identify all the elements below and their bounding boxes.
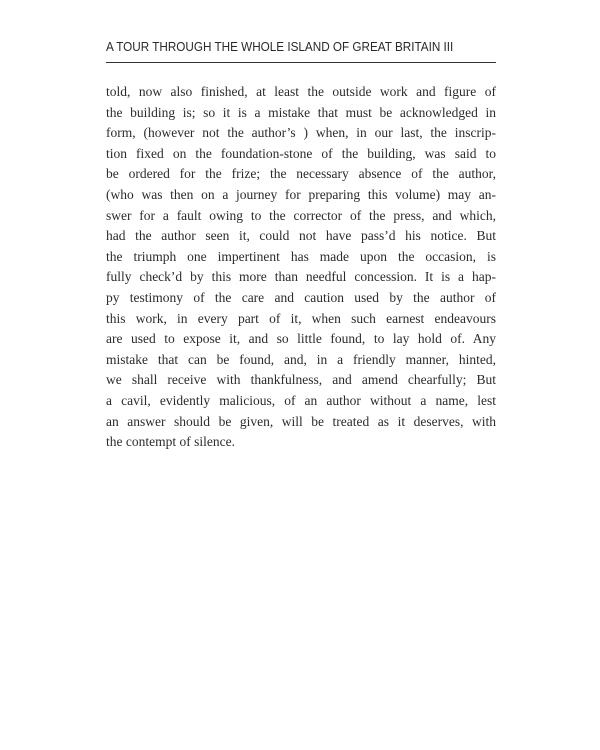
header-rule <box>106 62 496 63</box>
body-line: the building is; so it is a mistake that must be acknowledged in <box>106 104 496 120</box>
body-line: py testimony of the care and caution used by the author of <box>106 289 496 305</box>
body-line: are used to expose it, and so little found, to lay hold of. Any <box>106 331 496 347</box>
body-line: swer for a fault owing to the corrector of the press, and which, <box>106 207 496 223</box>
body-line: mistake that can be found, and, in a friendly manner, hinted, <box>106 351 496 367</box>
body-line: had the author seen it, could not have pass’d his notice. But <box>106 228 496 244</box>
body-line: the triumph one impertinent has made upon the occasion, is <box>106 248 496 264</box>
body-line: we shall receive with thankfulness, and amend chearfully; But <box>106 372 496 388</box>
body-line: fully check’d by this more than needful concession. It is a hap- <box>106 269 496 285</box>
body-line: this work, in every part of it, when such earnest endeavours <box>106 310 496 326</box>
body-line: tion fixed on the foundation-stone of the building, was said to <box>106 145 496 161</box>
body-paragraph <box>106 82 496 453</box>
body-line: an answer should be given, will be treated as it deserves, with <box>106 413 496 429</box>
body-line: a cavil, evidently malicious, of an author without a name, lest <box>106 392 496 408</box>
body-line: be ordered for the frize; the necessary absence of the author, <box>106 166 496 182</box>
body-line: told, now also finished, at least the outside work and figure of <box>106 84 496 99</box>
running-head: A TOUR THROUGH THE WHOLE ISLAND OF GREAT BRITAIN III <box>106 40 454 54</box>
body-line: form, (however not the author’s ) when, in our last, the inscrip- <box>106 125 496 141</box>
body-line: the contempt of silence. <box>106 434 235 450</box>
body-line: (who was then on a journey for preparing this volume) may an- <box>106 186 496 202</box>
